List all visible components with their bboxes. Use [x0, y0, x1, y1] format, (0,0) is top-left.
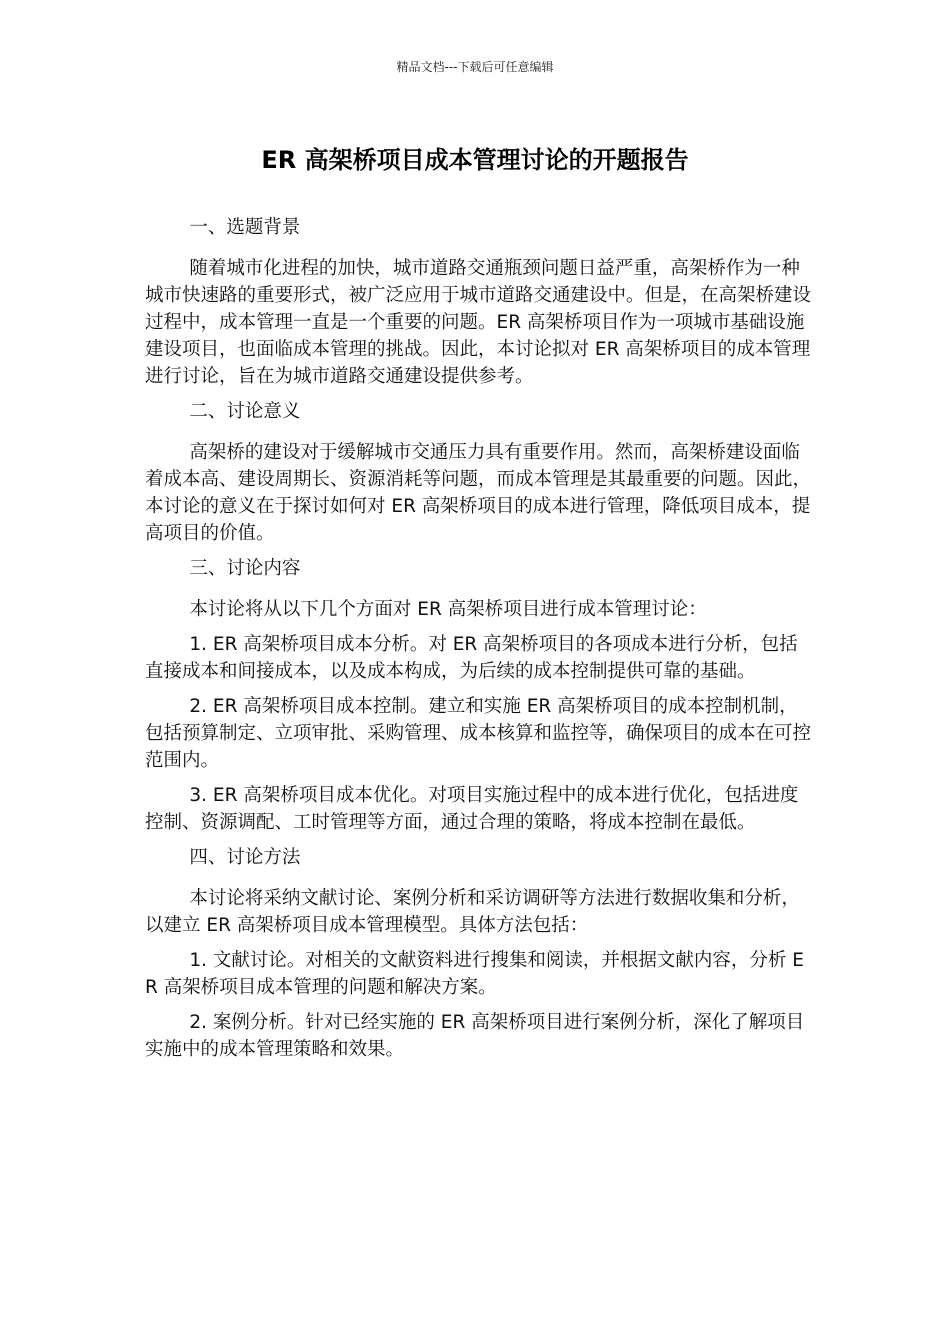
list-item: 2. 案例分析。针对已经实施的 ER 高架桥项目进行案例分析，深化了解项目实施中的成本管理策略和效果。	[145, 1012, 805, 1060]
paragraph: 本讨论将采纳文献讨论、案例分析和采访调研等方法进行数据收集和分析，以建立 ER 高架桥项目成本管理模型。具体方法包括：	[145, 888, 800, 936]
list-item: 1. ER 高架桥项目成本分析。对 ER 高架桥项目的各项成本进行分析，包括直接成本和间接成本，以及成本构成，为后续的成本控制提供可靠的基础。	[145, 634, 798, 682]
list-item: 1. 文献讨论。对相关的文献资料进行搜集和阅读，并根据文献内容，分析 ER 高架桥项目成本管理的问题和解决方案。	[145, 950, 804, 998]
paragraph: 随着城市化进程的加快，城市道路交通瓶颈问题日益严重，高架桥作为一种城市快速路的重要形式，被广泛应用于城市道路交通建设中。但是，在高架桥建设过程中，成本管理一直是一个重要的问题。ER 高架桥项目作为一项城市基础设施建设项目，也面临成本管理的挑战。因此，本讨论拟对 ER 高架桥项目的成本管理进行讨论，旨在为城市道路交通建设提供参考。	[145, 258, 812, 387]
paragraph: 本讨论将从以下几个方面对 ER 高架桥项目进行成本管理讨论：	[189, 599, 707, 620]
document-body	[145, 214, 813, 1071]
page-header: 精品文档---下载后可任意编辑	[396, 60, 554, 74]
paragraph: 高架桥的建设对于缓解城市交通压力具有重要作用。然而，高架桥建设面临着成本高、建设周期长、资源消耗等问题，而成本管理是其最重要的问题。因此，本讨论的意义在于探讨如何对 ER 高架桥项目的成本进行管理，降低项目成本，提高项目的价值。	[145, 442, 812, 544]
section-heading: 四、讨论方法	[189, 847, 301, 868]
list-item: 2. ER 高架桥项目成本控制。建立和实施 ER 高架桥项目的成本控制机制，包括预算制定、立项审批、采购管理、成本核算和监控等，确保项目的成本在可控范围内。	[145, 696, 812, 771]
document-title: ER 高架桥项目成本管理讨论的开题报告	[261, 146, 689, 174]
section-heading: 二、讨论意义	[189, 401, 301, 422]
section-heading: 三、讨论内容	[189, 558, 301, 579]
section-heading: 一、选题背景	[189, 217, 301, 238]
list-item: 3. ER 高架桥项目成本优化。对项目实施过程中的成本进行优化，包括进度控制、资源调配、工时管理等方面，通过合理的策略，将成本控制在最低。	[145, 785, 799, 833]
